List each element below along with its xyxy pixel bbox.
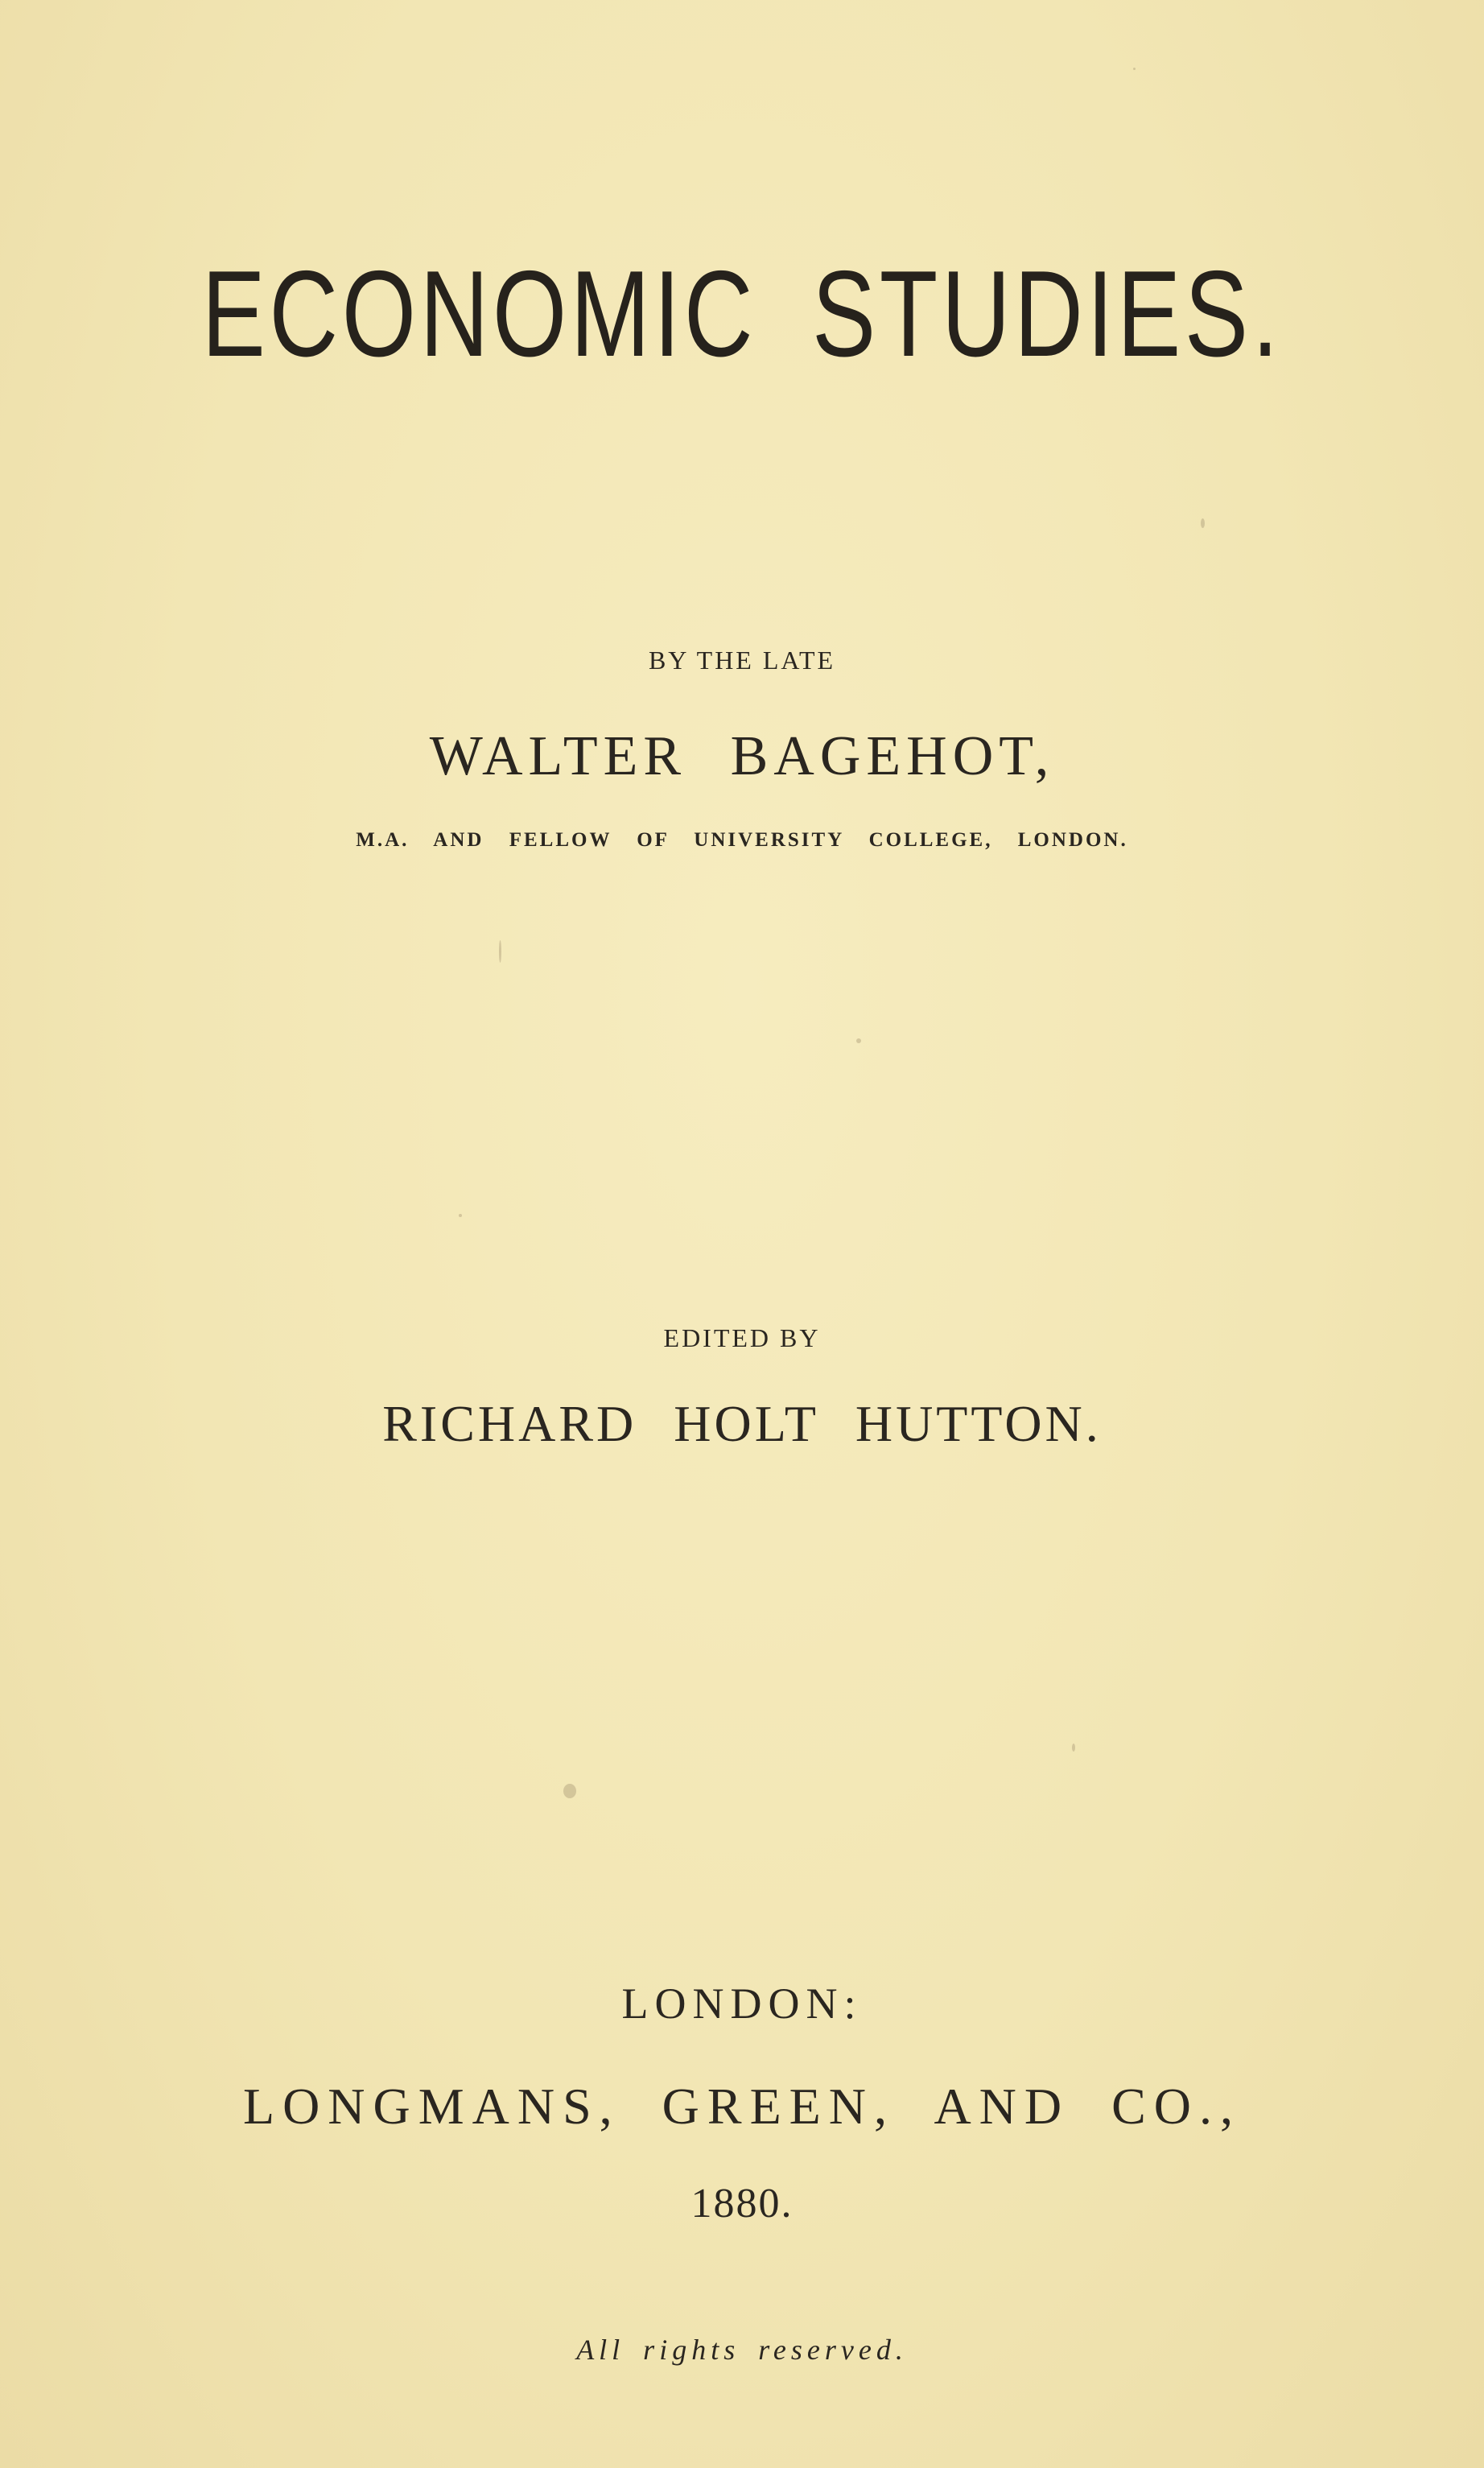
book-title: ECONOMIC STUDIES. (201, 246, 1283, 382)
author-name: WALTER BAGEHOT, (429, 725, 1055, 787)
paper-speck (856, 1038, 861, 1043)
editor-name: RICHARD HOLT HUTTON. (382, 1395, 1102, 1452)
author-credentials: M.A. AND FELLOW OF UNIVERSITY COLLEGE, LONDON. (356, 829, 1128, 851)
edited-by-label: EDITED BY (663, 1323, 821, 1352)
rights-notice: All rights reserved. (576, 2334, 908, 2366)
paper-speck (459, 1214, 462, 1217)
paper-speck (1201, 518, 1205, 528)
paper-speck (499, 940, 501, 963)
by-the-late-label: BY THE LATE (648, 646, 836, 675)
paper-speck (1133, 68, 1136, 70)
publication-year: 1880. (690, 2181, 794, 2227)
publication-place: LONDON: (621, 1979, 863, 2028)
publisher-name: LONGMANS, GREEN, AND CO., (242, 2078, 1242, 2135)
paper-speck (1072, 1744, 1075, 1752)
paper-speck (563, 1784, 576, 1798)
